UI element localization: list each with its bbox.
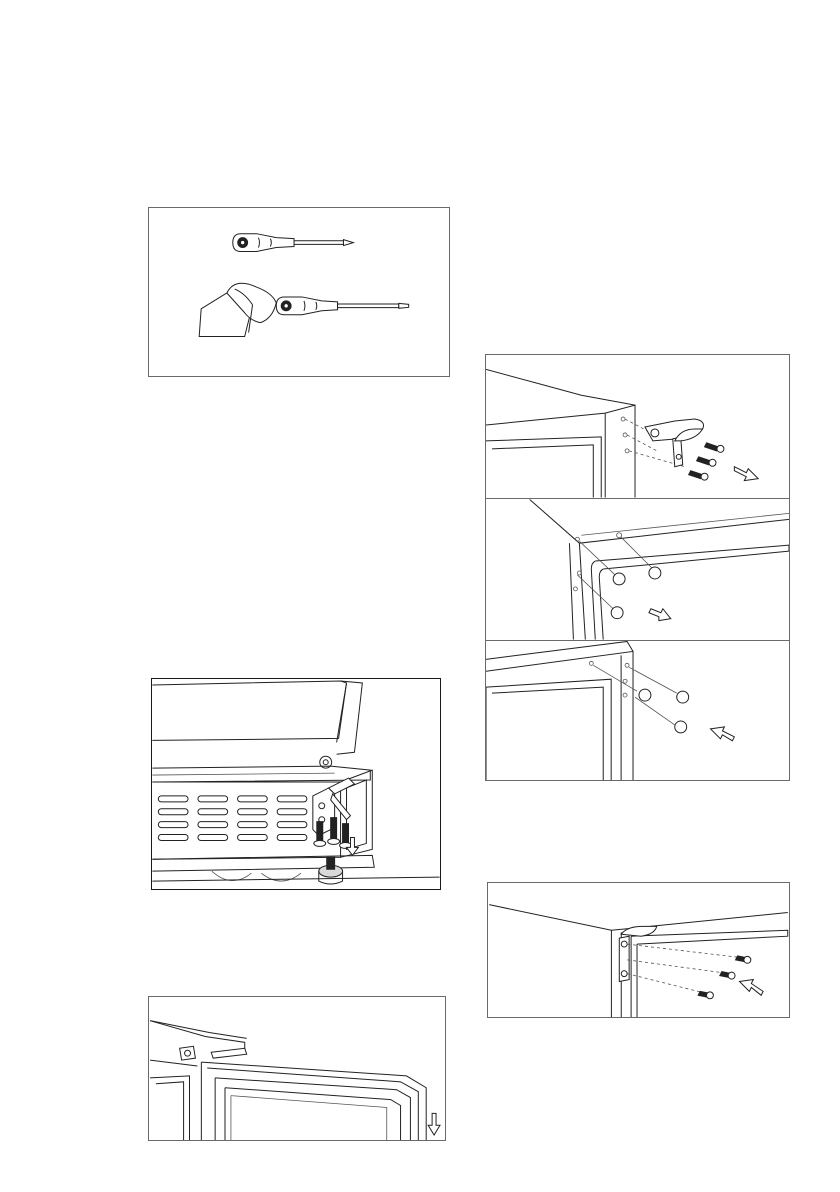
vent-slots	[158, 796, 307, 841]
top-hinge-icon	[180, 1046, 247, 1060]
tools-figure	[148, 207, 450, 377]
hinge-bracket-figure	[151, 678, 441, 890]
direction-arrow-icon	[649, 609, 671, 621]
down-arrow-icon	[428, 1113, 440, 1135]
door-icon	[201, 1062, 426, 1140]
lift-door-illustration	[149, 997, 445, 1140]
screw-icon	[698, 956, 751, 999]
direction-arrow-icon	[734, 467, 758, 481]
remove-top-hinge-panel	[486, 355, 789, 498]
direction-arrow-icon	[711, 727, 735, 741]
remove-hole-plugs-panel	[486, 499, 789, 640]
screw-icon	[689, 443, 724, 480]
top-hinge-icon	[619, 926, 656, 981]
lift-door-figure	[148, 996, 446, 1141]
leveling-foot-icon	[319, 857, 343, 884]
hinge-bracket-illustration	[152, 679, 440, 889]
tools-illustration	[149, 208, 449, 376]
install-hinge-illustration	[488, 883, 789, 1017]
direction-arrow-icon	[739, 980, 763, 996]
phillips-screwdriver-icon	[233, 234, 354, 252]
top-hinge-icon	[645, 419, 704, 467]
hole-plug-icon	[639, 689, 689, 733]
putty-knife-icon	[199, 283, 276, 336]
insert-hole-plugs-panel	[486, 641, 789, 781]
install-hinge-figure	[487, 882, 790, 1018]
flat-screwdriver-icon	[276, 297, 408, 315]
screw-icon	[314, 818, 352, 849]
hinge-steps-stack	[485, 354, 790, 781]
